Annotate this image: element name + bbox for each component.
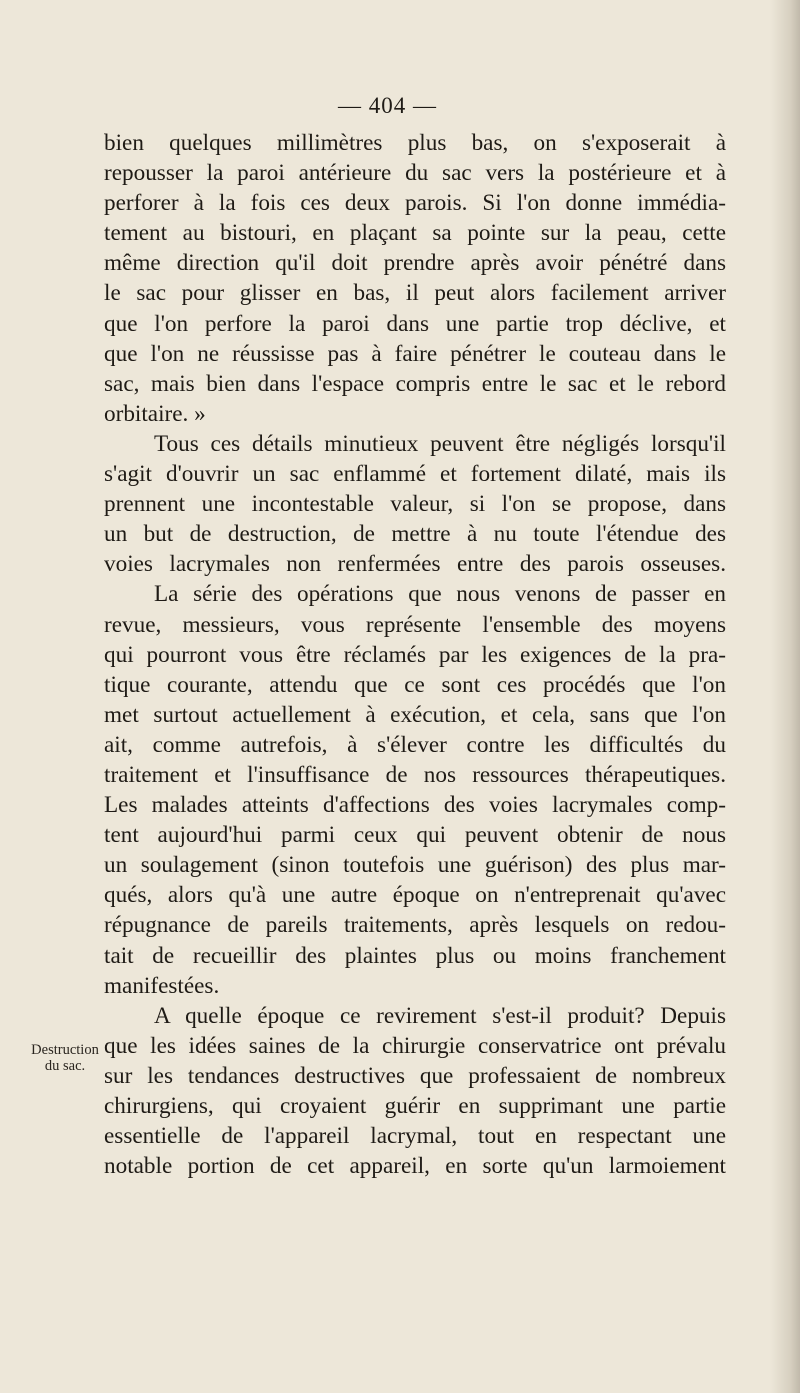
margin-note-line: du sac. [44,1058,86,1074]
text-line: le sac pour glisser en bas, il peut alors facilement arriver [104,280,726,307]
text-line: repousser la paroi antérieure du sac vers la postérieure et à [104,160,726,187]
text-line: La série des opérations que nous venons de passer en [154,581,726,608]
text-line: manifestées. [104,972,220,999]
text-line: même direction qu'il doit prendre après avoir pénétré dans [104,250,726,277]
text-line: que l'on ne réussisse pas à faire pénétrer le couteau dans le [104,340,726,367]
text-line: perforer à la fois ces deux parois. Si l'on donne immédia- [104,190,726,217]
text-line: que l'on perfore la paroi dans une partie trop déclive, et [104,310,726,337]
text-line: qui pourront vous être réclamés par les exigences de la pra- [104,641,726,668]
text-line: chirurgiens, qui croyaient guérir en supprimant une partie [104,1093,726,1119]
text-line: que les idées saines de la chirurgie conservatrice ont prévalu [104,1032,726,1059]
text-line: un but de destruction, de mettre à nu toute l'étendue des [104,521,726,548]
text-line: A quelle époque ce revirement s'est-il produit? Depuis [154,1002,726,1029]
text-line: Tous ces détails minutieux peuvent être négligés lorsqu'il [154,430,726,457]
text-line: bien quelques millimètres plus bas, on s'exposerait à [104,130,726,156]
text-line: ait, comme autrefois, à s'élever contre les difficultés du [104,731,726,758]
text-line: met surtout actuellement à exécution, et cela, sans que l'on [104,701,726,728]
text-line: essentielle de l'appareil lacrymal, tout en respectant une [104,1123,726,1150]
text-line: un soulagement (sinon toutefois une guérison) des plus mar- [104,852,726,879]
text-line: qués, alors qu'à une autre époque on n'entreprenait qu'avec [104,882,726,909]
body-text [104,128,726,1181]
text-line: tait de recueillir des plaintes plus ou moins franchement [104,942,726,969]
text-line: sac, mais bien dans l'espace compris entre le sac et le rebord [104,370,726,397]
margin-note [30,1042,100,1074]
text-line: sur les tendances destructives que professaient de nombreux [104,1062,726,1089]
text-line: voies lacrymales non renfermées entre des parois osseuses. [104,551,726,578]
text-line: Les malades atteints d'affections des voies lacrymales comp- [104,792,726,819]
margin-note-line: Destruction [31,1042,99,1058]
text-line: s'agit d'ouvrir un sac enflammé et fortement dilaté, mais ils [104,461,726,488]
page-number: — 404 — [338,93,437,118]
text-line: notable portion de cet appareil, en sorte qu'un larmoiement [104,1153,726,1180]
text-line: prennent une incontestable valeur, si l'on se propose, dans [104,491,726,518]
text-line: orbitaire. » [104,400,206,427]
text-line: tement au bistouri, en plaçant sa pointe sur la peau, cette [104,220,726,247]
text-line: répugnance de pareils traitements, après lesquels on redou- [104,912,726,939]
text-line: traitement et l'insuffisance de nos ressources thérapeutiques. [104,761,726,788]
text-line: tique courante, attendu que ce sont ces procédés que l'on [104,671,726,698]
text-line: revue, messieurs, vous représente l'ensemble des moyens [104,611,726,638]
text-line: tent aujourd'hui parmi ceux qui peuvent obtenir de nous [104,822,726,849]
